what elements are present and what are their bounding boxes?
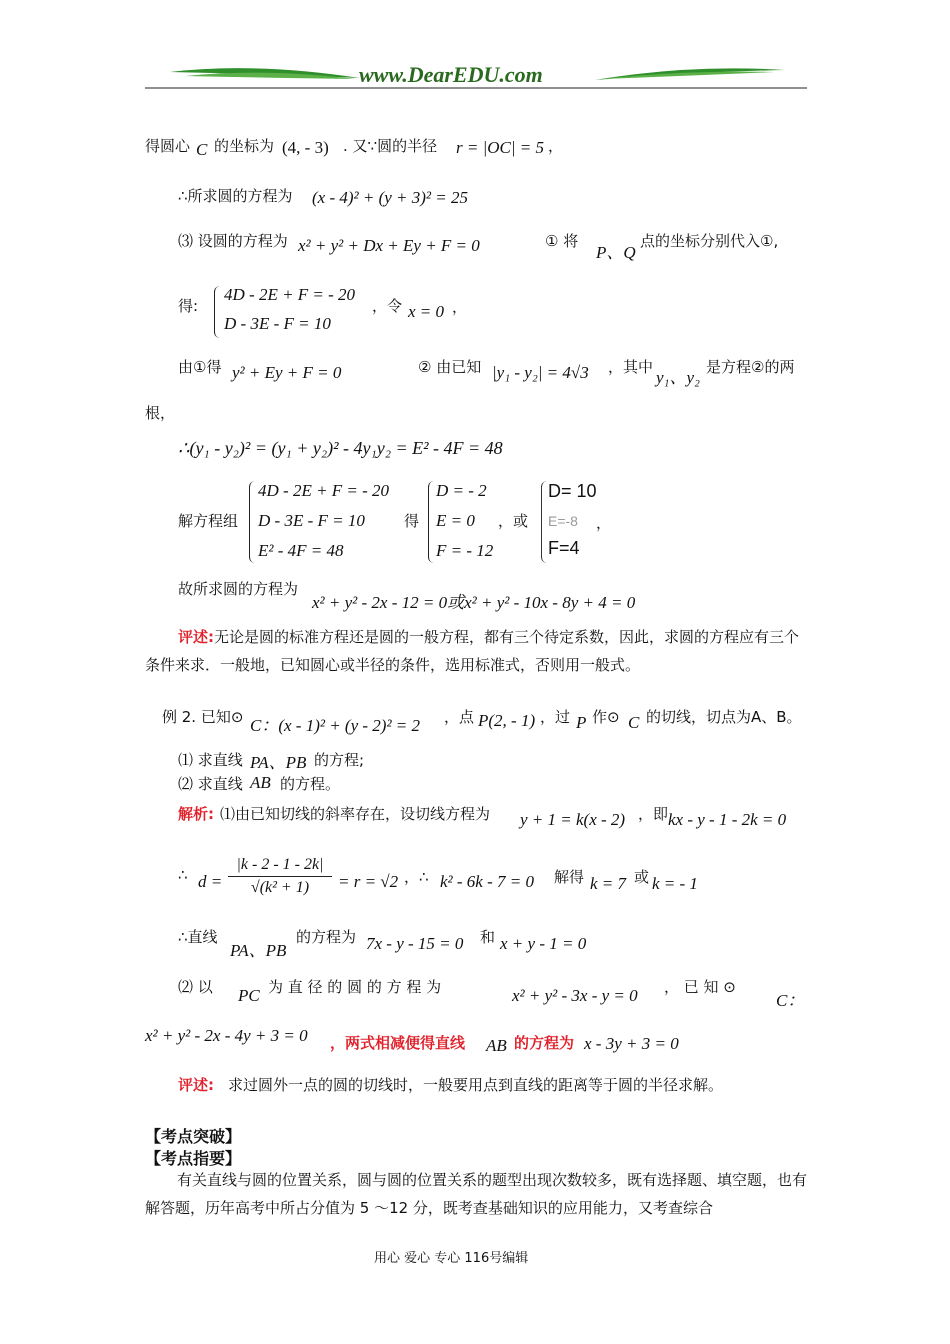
text-because: ∴ <box>178 866 188 884</box>
math-c3: C： <box>776 991 805 1010</box>
system-brace <box>214 286 221 338</box>
math-circle-c-general: x² + y² - 2x - 4y + 3 = 0 <box>145 1026 308 1045</box>
q2-tail: 的方程。 <box>280 775 341 793</box>
heading-key-points: 【考点指要】 <box>145 1149 242 1168</box>
text-lines: ∴直线 <box>178 928 218 946</box>
text-part3: ⑶ 设圆的方程为 <box>178 232 288 250</box>
comment-text: 无论是圆的标准方程还是圆的一般方程，都有三个待定系数，因此，求圆的方程应有三个条件来求．一般地，已知圆心或半径的条件，选用标准式，否则用一般式。 <box>145 628 800 674</box>
math-line1: 7x - y - 15 = 0 <box>366 934 464 953</box>
text-through: ，过 <box>540 708 571 726</box>
math-c: C <box>196 140 208 159</box>
math-circle-c: C：(x - 1)² + (y - 2)² = 2 <box>250 716 421 735</box>
text-from1: 由①得 <box>178 358 222 376</box>
math-sol2-e: E=-8 <box>548 513 578 529</box>
system-brace-2 <box>249 481 256 563</box>
math-sys2-row3: E² - 4F = 48 <box>258 541 344 560</box>
text-therefore: 故所求圆的方程为 <box>178 580 299 598</box>
solution-text: ⑴由已知切线的斜率存在，设切线方程为 <box>220 805 491 823</box>
q1-label: ⑴ 求直线 <box>178 751 243 769</box>
math-k-neg1: k = - 1 <box>652 874 698 893</box>
math-sol1-d: D = - 2 <box>436 481 487 500</box>
text-from-known: ② 由已知 <box>418 358 482 376</box>
math-center-coord: (4, - 3) <box>282 138 329 157</box>
comment-label: 评述: <box>178 628 214 646</box>
text-points: 点的坐标分别代入①, <box>640 232 779 250</box>
math-sys1-row2: D - 3E - F = 10 <box>224 314 331 333</box>
text-center: 得圆心 <box>145 137 191 155</box>
text-solve: 解方程组 <box>178 512 239 530</box>
math-k7: k = 7 <box>590 874 627 893</box>
text-and: 和 <box>480 928 496 946</box>
text-coord: 的坐标为 <box>214 137 275 155</box>
math-eq-r: = r = √2 <box>338 872 399 891</box>
text-equation-is: ∴所求圆的方程为 <box>178 187 293 205</box>
math-pa-pb: PA、PB <box>250 753 307 772</box>
text-eq-is: 的方程为 <box>296 928 357 946</box>
math-tangent-general: kx - y - 1 - 2k = 0 <box>668 810 787 829</box>
math-pc-circle: x² + y² - 3x - y = 0 <box>512 986 638 1005</box>
math-final-eqs: x² + y² - 2x - 12 = 0或x² + y² - 10x - 8y + 4 = 0 <box>312 593 636 612</box>
p2-known: ， 已 知 ⊙ <box>664 978 736 996</box>
text-that-is: ，即 <box>638 805 669 823</box>
text-or: ，或 <box>498 512 529 530</box>
text-where: ，其中 <box>608 358 654 376</box>
heading-breakthrough: 【考点突破】 <box>145 1127 242 1146</box>
site-name: www.DearEDU.com <box>359 62 543 87</box>
p3-subtract: ，两式相减便得直线 <box>330 1034 466 1052</box>
math-tangent-eq: y + 1 = k(x - 2) <box>520 810 626 829</box>
fraction-denominator: √(k² + 1) <box>250 879 310 896</box>
text-so: ，∴ <box>404 868 429 886</box>
math-sys1-row1: 4D - 2E + F = - 20 <box>224 285 356 304</box>
text-substitute: ① 将 <box>545 232 579 250</box>
p2-label: ⑵ 以 <box>178 978 213 996</box>
header-banner <box>145 60 807 92</box>
p2-text: 为 直 径 的 圆 的 方 程 为 <box>268 978 442 996</box>
math-y1y2: y₁、y₂ <box>656 368 700 387</box>
math-sys2-row2: D - 3E - F = 10 <box>258 511 365 530</box>
math-abs-diff: |y₁ - y₂| = 4√3 <box>492 363 589 382</box>
text-radius: . 又∵圆的半径 <box>343 137 438 155</box>
math-pc: PC <box>238 986 260 1005</box>
fraction-numerator: |k - 2 - 1 - 2k| <box>236 856 324 873</box>
text-roots: 是方程②的两 <box>706 358 795 376</box>
math-sol1-f: F = - 12 <box>436 541 494 560</box>
math-d: d = <box>198 872 223 891</box>
system-brace-3 <box>428 481 435 563</box>
fraction <box>228 856 332 897</box>
text-tangent: 的切线，切点为A、B。 <box>646 708 802 726</box>
math-k-quadratic: k² - 6k - 7 = 0 <box>440 872 534 891</box>
comment-2-label: 评述: <box>178 1076 214 1094</box>
math-ab: AB <box>250 773 271 792</box>
math-sol2-f: F=4 <box>548 538 580 558</box>
text-obtain: 得 <box>404 512 420 530</box>
math-y-eq: y² + Ey + F = 0 <box>232 363 342 382</box>
page-footer: 用心 爱心 专心 116号编辑 <box>374 1251 529 1266</box>
example-label: 例 2. 已知⊙ <box>162 708 244 726</box>
comment-2-text: 求过圆外一点的圆的切线时，一般要用点到直线的距离等于圆的半径求解。 <box>228 1076 724 1094</box>
math-c2: C <box>628 713 640 732</box>
math-circle-eq-1: (x - 4)² + (y + 3)² = 25 <box>312 188 469 207</box>
q1-tail: 的方程; <box>314 751 365 769</box>
text-point: ，点 <box>444 708 475 726</box>
text-solved: 解得 <box>554 868 585 886</box>
math-sol2-d: D= 10 <box>548 481 597 501</box>
math-line2: x + y - 1 = 0 <box>500 934 587 953</box>
math-identity: ∴(y₁ - y₂)² = (y₁ + y₂)² - 4y₁y₂ = E² - 4F = 48 <box>178 438 503 458</box>
system-brace-4 <box>541 481 548 563</box>
text-or-2: 或 <box>634 868 650 886</box>
math-ab-line: x - 3y + 3 = 0 <box>584 1034 679 1053</box>
math-p: P <box>576 713 587 732</box>
math-pa-pb-2: PA、PB <box>230 941 287 960</box>
math-general-eq: x² + y² + Dx + Ey + F = 0 <box>298 236 480 255</box>
math-radius: r = |OC| = 5 <box>456 138 545 157</box>
solution-label: 解析: <box>178 805 214 823</box>
q2-label: ⑵ 求直线 <box>178 775 243 793</box>
text-draw: 作⊙ <box>592 708 620 726</box>
math-sys2-row1: 4D - 2E + F = - 20 <box>258 481 390 500</box>
comment-1 <box>145 623 810 679</box>
text-root: 根， <box>145 404 176 422</box>
math-x0: x = 0 <box>408 302 445 321</box>
p3-eq-is: 的方程为 <box>514 1034 575 1052</box>
key-points-paragraph: 有关直线与圆的位置关系，圆与圆的位置关系的题型出现次数较多，既有选择题、填空题，也有解答题，历年高考中所占分值为 5 ～12 分，既考查基础知识的应用能力，又考查综合 <box>145 1171 808 1217</box>
math-point-p: P(2, - 1) <box>478 711 536 730</box>
math-sol1-e: E = 0 <box>436 511 475 530</box>
math-pq: P、Q <box>596 243 636 262</box>
text-get: 得: <box>178 297 199 315</box>
math-ab-2: AB <box>486 1036 507 1055</box>
text-let: ，令 <box>372 297 403 315</box>
